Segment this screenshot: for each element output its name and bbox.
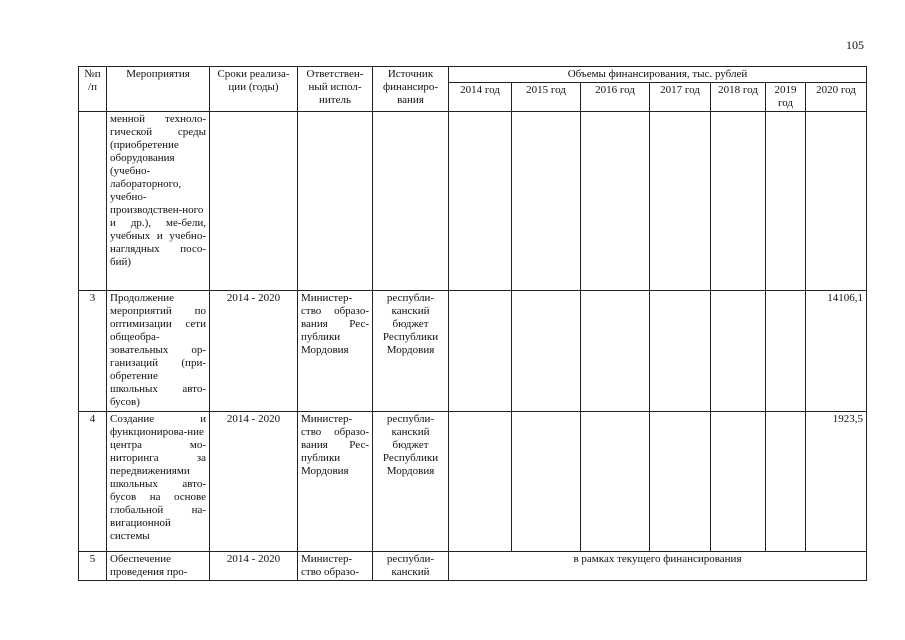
header-executor: Ответствен-ный испол-нитель [298,67,373,112]
row-value [766,112,806,291]
row-num: 4 [79,412,107,552]
header-source: Источник финансиро-вания [373,67,449,112]
header-year: 2015 год [512,83,581,112]
table-row [79,412,867,552]
row-source: республи-канский бюджет Республики Мордовия [373,291,449,412]
row-source: республи-канский [373,552,449,581]
row-executor [298,112,373,291]
row-value: 1923,5 [806,412,867,552]
row-num: 3 [79,291,107,412]
row-value [766,412,806,552]
row-executor: Министер-ство образо-вания Рес-публики Мордовия [298,291,373,412]
row-value [512,291,581,412]
row-activity: Продолжение мероприятий по оптимизации сети общеобра-зовательных ор-ганизаций (при-обретение школьных авто-бусов) [107,291,210,412]
row-source: республи-канский бюджет Республики Мордовия [373,412,449,552]
row-executor: Министер-ство образо- [298,552,373,581]
header-year: 2020 год [806,83,867,112]
row-activity: менной техноло-гической среды (приобретение оборудования (учебно-лабораторного, учебно-производствен-ного и др.), ме-бели, учебных и учебно-наглядных посо-бий) [107,112,210,291]
table-row [79,291,867,412]
financing-note: в рамках текущего финансирования [449,552,867,581]
financing-table [78,66,867,581]
header-activity: Мероприятия [107,67,210,112]
row-value [512,112,581,291]
table-row [79,552,867,581]
row-value [650,291,711,412]
header-row [79,67,867,83]
row-value [581,412,650,552]
header-num: №п /п [79,67,107,112]
row-value [711,412,766,552]
header-year: 2019 год [766,83,806,112]
row-num: 5 [79,552,107,581]
header-year: 2016 год [581,83,650,112]
page-number: 105 [846,38,864,52]
row-value [650,412,711,552]
row-value [449,412,512,552]
header-period: Сроки реализа-ции (годы) [210,67,298,112]
row-value [581,112,650,291]
header-year: 2018 год [711,83,766,112]
header-year: 2014 год [449,83,512,112]
row-value [581,291,650,412]
row-value [650,112,711,291]
row-value: 14106,1 [806,291,867,412]
row-activity: Обеспечение проведения про- [107,552,210,581]
header-volumes: Объемы финансирования, тыс. рублей [449,67,867,83]
row-source [373,112,449,291]
row-period [210,112,298,291]
row-value [806,112,867,291]
table-row [79,112,867,291]
row-executor: Министер-ство образо-вания Рес-публики Мордовия [298,412,373,552]
row-period: 2014 - 2020 [210,291,298,412]
row-activity: Создание и функционирова-ние центра мо-ниторинга за передвижениями школьных авто-бусов на основе глобальной на-вигационной системы [107,412,210,552]
row-value [711,112,766,291]
row-value [711,291,766,412]
row-value [449,112,512,291]
row-period: 2014 - 2020 [210,552,298,581]
row-period: 2014 - 2020 [210,412,298,552]
row-value [449,291,512,412]
row-value [512,412,581,552]
row-num [79,112,107,291]
header-year: 2017 год [650,83,711,112]
row-value [766,291,806,412]
